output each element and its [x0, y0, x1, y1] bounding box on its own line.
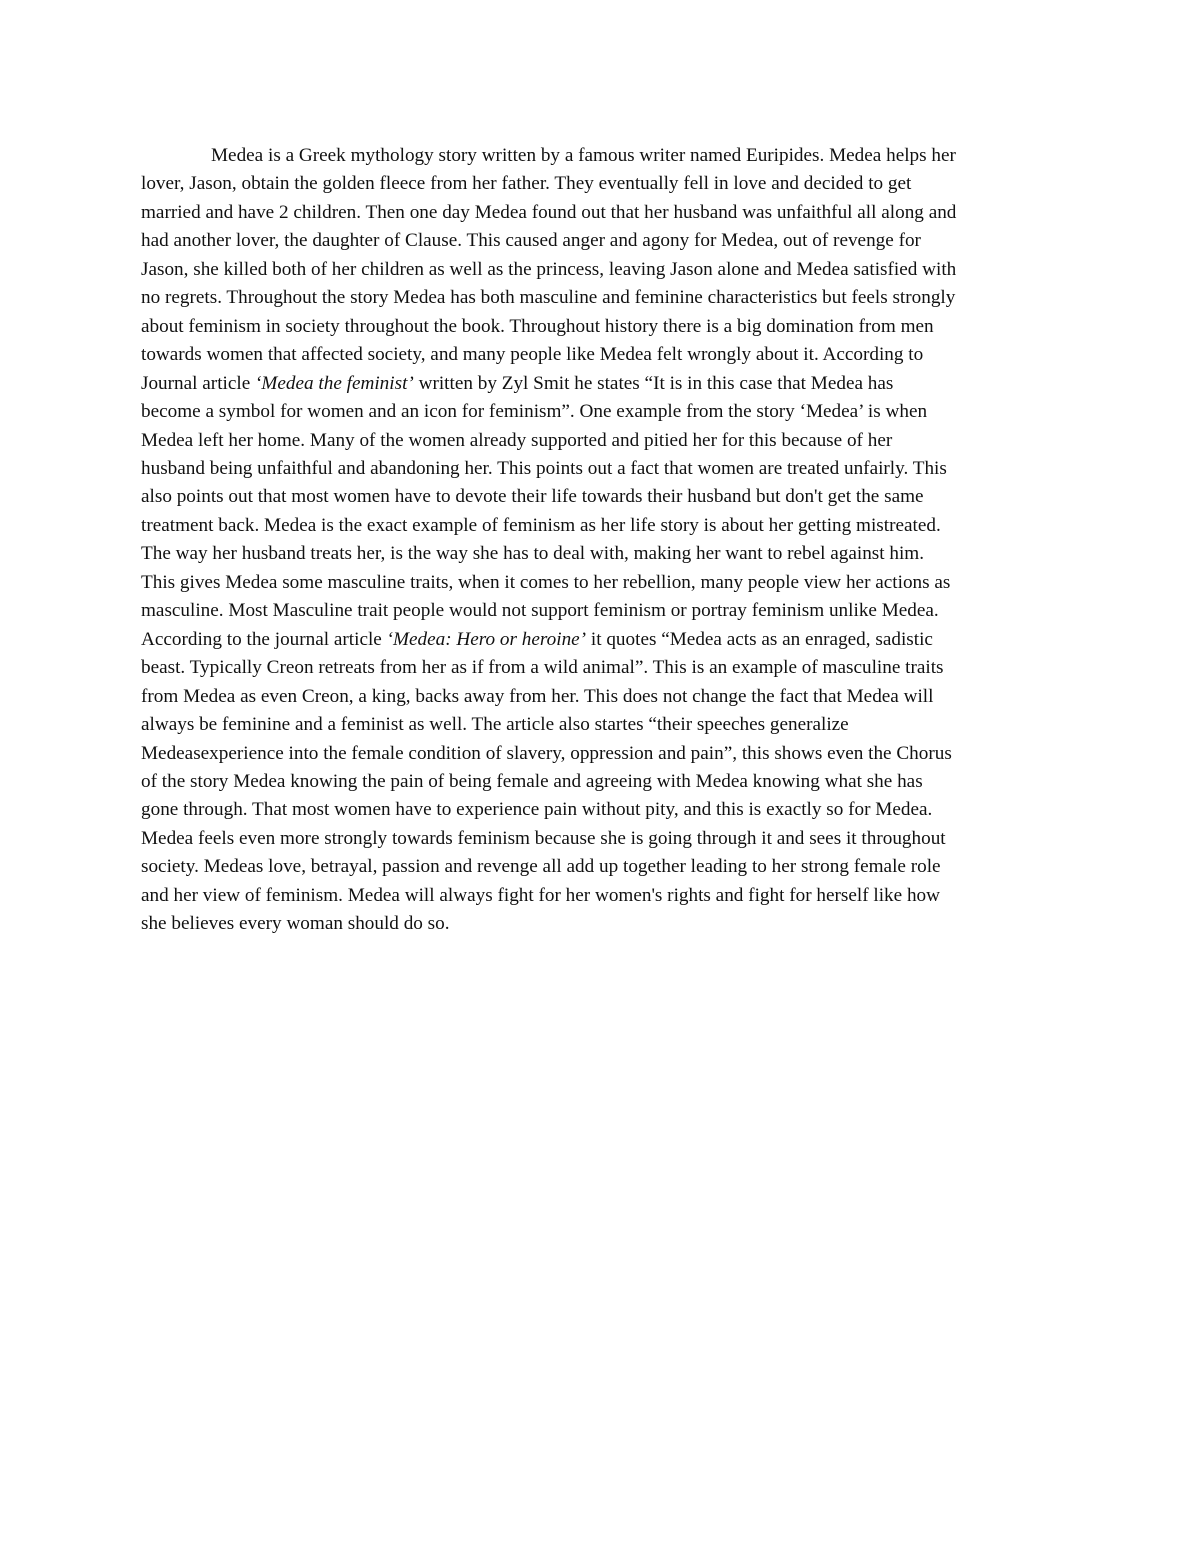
- paragraph-line: This gives Medea some masculine traits, when it comes to her rebellion, many people view her actions as: [141, 571, 951, 593]
- paragraph-line: Medeasexperience into the female condition of slavery, oppression and pain”, this shows even the Chorus: [141, 742, 952, 764]
- article-title: ‘Medea the feminist’: [255, 372, 414, 394]
- paragraph-line: of the story Medea knowing the pain of being female and agreeing with Medea knowing what she has: [141, 770, 923, 792]
- paragraph-line: masculine. Most Masculine trait people would not support feminism or portray feminism unlike Medea.: [141, 600, 939, 622]
- paragraph-line: also points out that most women have to devote their life towards their husband but don't get the same: [141, 486, 924, 508]
- paragraph-line: Journal article ‘Medea the feminist’ written by Zyl Smit he states “It is in this case that Medea has: [141, 372, 894, 394]
- paragraph-line: she believes every woman should do so.: [141, 913, 450, 935]
- paragraph-line: Medea left her home. Many of the women already supported and pitied her for this because of her: [141, 429, 893, 451]
- paragraph-line: husband being unfaithful and abandoning her. This points out a fact that women are treated unfairly. This: [141, 457, 947, 479]
- paragraph-line: always be feminine and a feminist as well. The article also startes “their speeches generalize: [141, 714, 849, 736]
- essay-paragraph: [141, 142, 1071, 939]
- paragraph-line: and her view of feminism. Medea will always fight for her women's rights and fight for herself like how: [141, 884, 940, 906]
- paragraph-line: beast. Typically Creon retreats from her as if from a wild animal”. This is an example of masculine traits: [141, 657, 944, 679]
- article-title: ‘Medea: Hero or heroine’: [386, 628, 587, 650]
- paragraph-line: about feminism in society throughout the book. Throughout history there is a big domination from men: [141, 315, 934, 337]
- paragraph-line: had another lover, the daughter of Clause. This caused anger and agony for Medea, out of revenge for: [141, 230, 921, 252]
- paragraph-line: Medea is a Greek mythology story written by a famous writer named Euripides. Medea helps her: [211, 145, 956, 166]
- paragraph-line: become a symbol for women and an icon for feminism”. One example from the story ‘Medea’ is when: [141, 401, 928, 423]
- paragraph-line: Jason, she killed both of her children as well as the princess, leaving Jason alone and Medea satisfied with: [141, 258, 957, 280]
- paragraph-line: no regrets. Throughout the story Medea has both masculine and feminine characteristics but feels strongly: [141, 287, 956, 309]
- paragraph-line: According to the journal article ‘Medea: Hero or heroine’ it quotes “Medea acts as an enraged, sadistic: [141, 628, 933, 650]
- paragraph-line: treatment back. Medea is the exact example of feminism as her life story is about her getting mistreated.: [141, 514, 941, 536]
- paragraph-line: The way her husband treats her, is the way she has to deal with, making her want to rebel against him.: [141, 543, 925, 565]
- paragraph-line: from Medea as even Creon, a king, backs away from her. This does not change the fact that Medea will: [141, 685, 934, 707]
- paragraph-line: lover, Jason, obtain the golden fleece from her father. They eventually fell in love and decided to get: [141, 173, 912, 195]
- paragraph-line: towards women that affected society, and many people like Medea felt wrongly about it. According to: [141, 344, 924, 366]
- paragraph-line: Medea feels even more strongly towards feminism because she is going through it and sees it throughout: [141, 827, 946, 849]
- paragraph-line: gone through. That most women have to experience pain without pity, and this is exactly so for Medea.: [141, 799, 933, 821]
- paragraph-line: married and have 2 children. Then one day Medea found out that her husband was unfaithful all along and: [141, 201, 957, 223]
- paragraph-line: society. Medeas love, betrayal, passion and revenge all add up together leading to her strong female role: [141, 856, 941, 878]
